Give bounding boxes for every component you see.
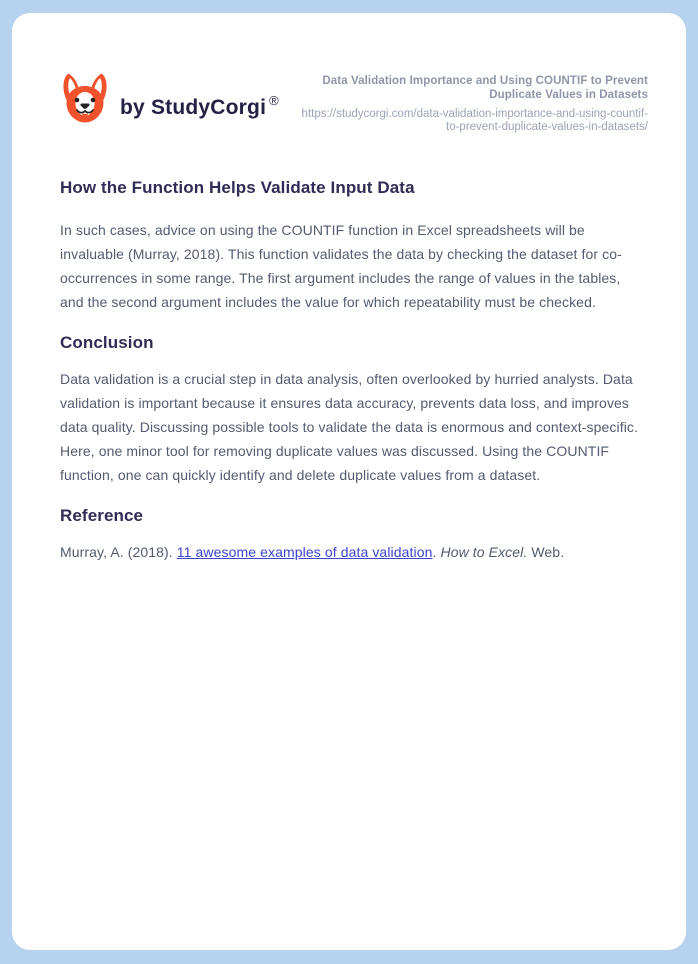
- reference-medium: Web.: [527, 544, 565, 560]
- registered-trademark: ®: [269, 93, 279, 108]
- reference-separator: .: [432, 544, 441, 560]
- document-card: [12, 13, 686, 950]
- brand-wordmark: by StudyCorgi: [120, 96, 267, 119]
- document-meta: [298, 72, 648, 134]
- document-url: https://studycorgi.com/data-validation-importance-and-using-countif-to-prevent-duplicate-values-in-datasets/: [301, 108, 648, 133]
- document-body: [60, 177, 648, 564]
- section-heading-how-function-helps: How the Function Helps Validate Input Data: [60, 178, 415, 197]
- brand-block: [60, 72, 279, 124]
- reference-entry: [60, 540, 648, 564]
- reference-author-year: Murray, A. (2018).: [60, 544, 177, 560]
- brand-wordmark-wrap: [120, 93, 279, 120]
- document-title: Data Validation Importance and Using COUNTIF to Prevent Duplicate Values in Datasets: [322, 75, 648, 101]
- document-header: [60, 72, 648, 134]
- section-heading-reference: Reference: [60, 506, 144, 525]
- corgi-face-icon: [60, 72, 110, 124]
- paragraph-conclusion: Data validation is a crucial step in data analysis, often overlooked by hurried analysts. Data validation is important because it ensures data accuracy, prevents data loss, and improves data quality. Discussing possible tools to validate the data is enormous and context-specific. Here, one minor tool for removing duplicate values was discussed. Using the COUNTIF function, one can quickly identify and delete duplicate values from a dataset.: [60, 371, 639, 483]
- reference-link[interactable]: 11 awesome examples of data validation: [176, 544, 433, 560]
- paragraph-how-function-helps: In such cases, advice on using the COUNTIF function in Excel spreadsheets will be invaluable (Murray, 2018). This function validates the data by checking the dataset for co-occurrences in some range. The first argument includes the range of values in the tables, and the second argument includes the value for which repeatability must be checked.: [60, 222, 622, 310]
- reference-source: How to Excel.: [440, 544, 528, 560]
- section-heading-conclusion: Conclusion: [60, 333, 154, 352]
